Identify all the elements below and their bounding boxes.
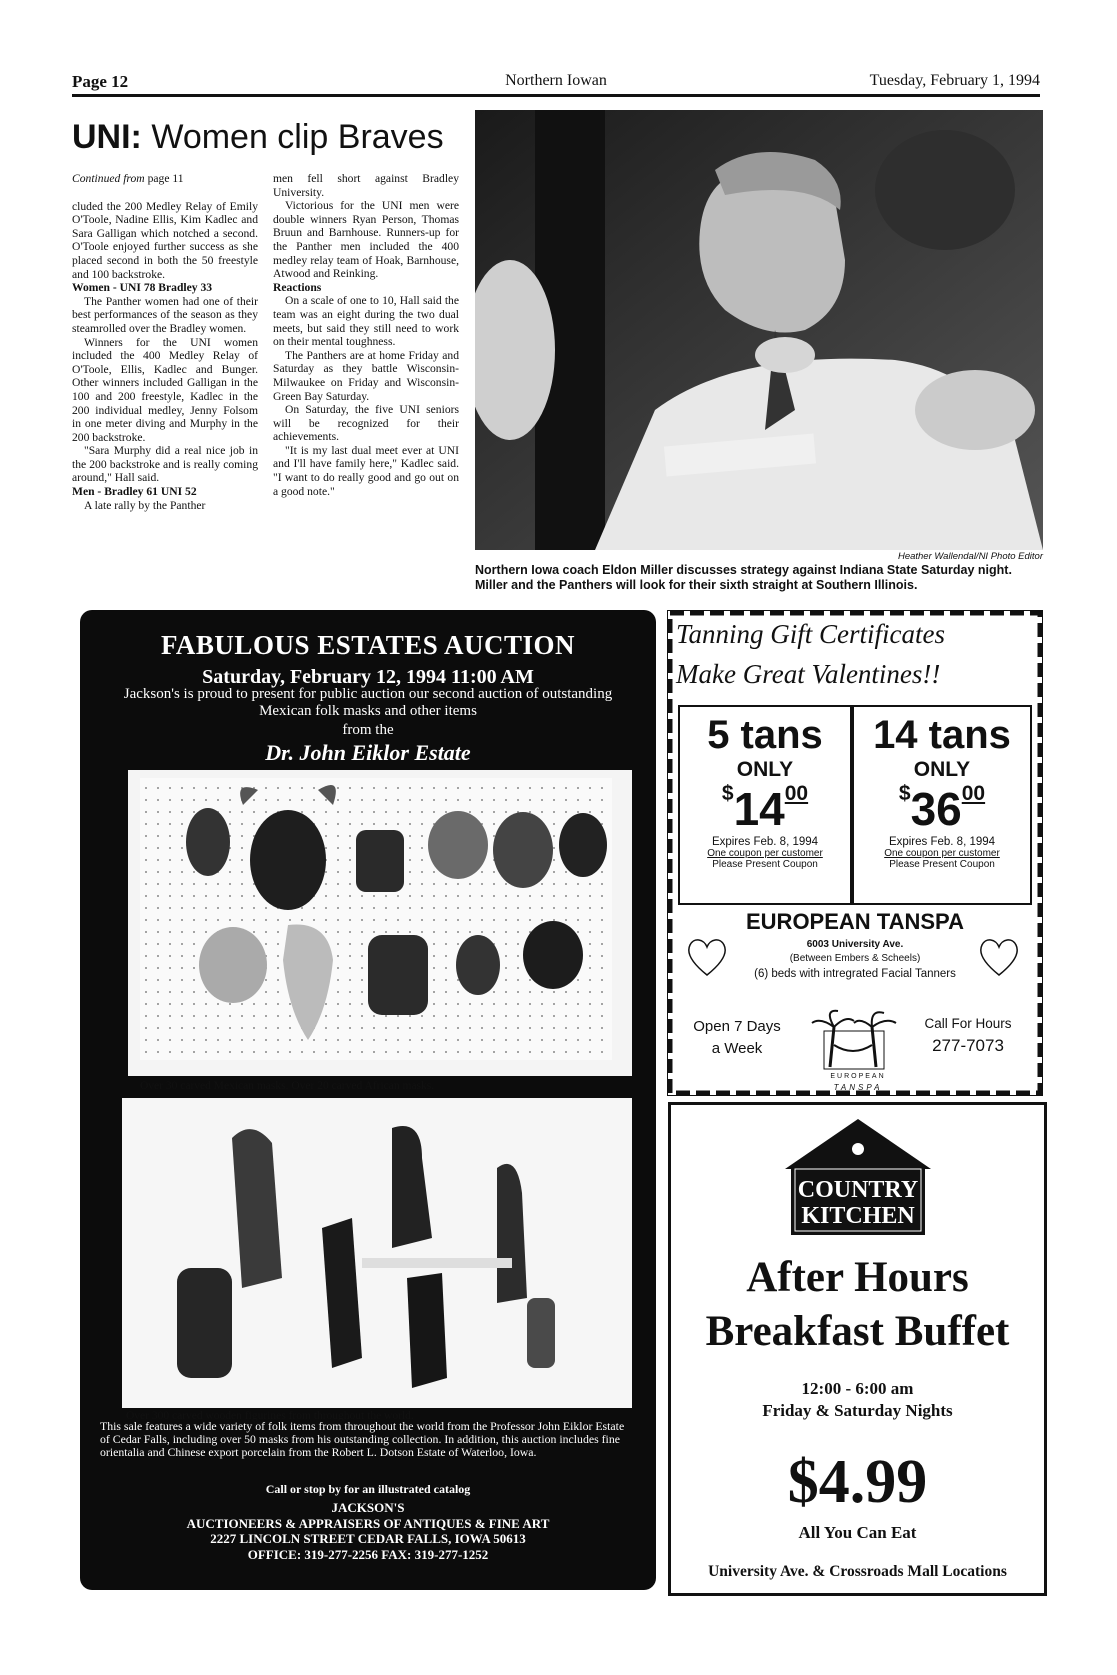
firm-line: AUCTIONEERS & APPRAISERS OF ANTIQUES & FINE ART xyxy=(186,1515,550,1531)
ck-price: $4.99 xyxy=(787,1448,928,1516)
auction-estate: Dr. John Eiklor Estate xyxy=(265,740,471,765)
offer-present: Please Present Coupon xyxy=(889,859,995,870)
offer-tans: 5 tans xyxy=(707,713,823,757)
auction-date: Saturday, February 12, 1994 11:00 AM xyxy=(202,666,534,688)
paragraph: A late rally by the Panther xyxy=(84,498,206,512)
photo-illustration xyxy=(475,110,1043,550)
auction-from: from the xyxy=(342,722,394,738)
offer-price: $3600 xyxy=(898,782,986,835)
offer-tans: 14 tans xyxy=(873,713,1011,757)
subhead: Women - UNI 78 Bradley 33 xyxy=(72,281,213,295)
paragraph: On a scale of one to 10, Hall said the team was an eight during the two dual meets, but said they still need to work on their mental toughness. xyxy=(273,294,459,349)
heart-icon xyxy=(684,935,730,979)
paragraph: "Sara Murphy did a real nice job in the 200 backstroke and is really coming around," Hall said. xyxy=(72,444,258,485)
page-number: Page 12 xyxy=(72,72,129,91)
paragraph: Victorious for the UNI men were double winners Ryan Person, Thomas Bruun and Barnhouse. Runners-up for the Panther men included the 400 medley relay team of Hoak, Barnhouse, Atwood and Reinking. xyxy=(273,199,459,281)
offer-limit: One coupon per customer xyxy=(707,848,823,859)
ck-locations: University Ave. & Crossroads Mall Locations xyxy=(708,1563,1007,1580)
firm-name: JACKSON'S xyxy=(331,1500,405,1515)
masks-caption: Over 30 carved Mexican masks. Over 20 carved African masks. xyxy=(140,1080,435,1092)
offer-limit: One coupon per customer xyxy=(884,848,1000,859)
heart-icon xyxy=(976,935,1022,979)
auction-intro: Jackson's is proud to present for public auction our second auction of outstanding Mexican folk masks and other items xyxy=(123,686,613,719)
auction-title: FABULOUS ESTATES AUCTION xyxy=(160,630,576,660)
firm-address: 2227 LINCOLN STREET CEDAR FALLS, IOWA 50613 xyxy=(210,1531,526,1546)
masks-illustration xyxy=(128,770,632,1076)
newspaper-name: Northern Iowan xyxy=(505,72,607,89)
tanning-line-1: Tanning Gift Certificates xyxy=(676,619,946,649)
headline-prefix: UNI: xyxy=(72,118,142,156)
tanspa-phone: 277-7073 xyxy=(932,1036,1004,1055)
country-kitchen-ad xyxy=(668,1102,1047,1596)
offer-only: ONLY xyxy=(913,758,971,781)
tanspa-between: (Between Embers & Scheels) xyxy=(789,953,921,964)
offer-coupon-1 xyxy=(678,705,852,905)
offer-expires: Expires Feb. 8, 1994 xyxy=(711,836,819,848)
continued-note: Continued from page 11 xyxy=(72,172,184,185)
tanspa-logo-text-1: EUROPEAN xyxy=(830,1073,886,1080)
issue-date: Tuesday, February 1, 1994 xyxy=(869,72,1040,89)
page-header xyxy=(72,68,1040,97)
figurines-caption: Over 300 carved wooden figurines from throughout the world. xyxy=(126,1410,414,1422)
tanspa-address: 6003 University Ave. xyxy=(806,939,904,950)
article-column-2 xyxy=(273,172,459,498)
subhead: Reactions xyxy=(273,280,322,294)
ck-all-you-can-eat: All You Can Eat xyxy=(798,1523,917,1542)
offer-only: ONLY xyxy=(736,758,794,781)
headline-text: Women clip Braves xyxy=(141,118,444,156)
tanspa-name: EUROPEAN TANSPA xyxy=(746,909,964,934)
auction-call: Call or stop by for an illustrated catalog xyxy=(265,1482,471,1496)
masks-photo xyxy=(128,770,632,1076)
ck-title-1: After Hours xyxy=(746,1254,969,1301)
figurines-photo xyxy=(122,1098,632,1408)
tanning-line-2: Make Great Valentines!! xyxy=(676,659,941,689)
auction-ad xyxy=(80,610,656,1590)
offer-present: Please Present Coupon xyxy=(712,859,818,870)
offer-price: $1400 xyxy=(721,782,809,835)
paragraph: The Panther women had one of their best performances of the season as they steamrolled over the Bradley women. xyxy=(72,294,258,335)
tanspa-logo-text-2: TANSPA xyxy=(833,1083,883,1092)
tanning-ad xyxy=(667,610,1043,1096)
auction-firm xyxy=(80,1500,656,1562)
palm-tree-logo-icon xyxy=(810,1007,900,1071)
paragraph: On Saturday, the five UNI seniors will be recognized for their achievements. xyxy=(273,403,459,444)
article-headline xyxy=(72,118,444,157)
ck-hours: 12:00 - 6:00 am xyxy=(801,1379,914,1398)
photo-caption: Northern Iowa coach Eldon Miller discusses strategy against Indiana State Saturday night. Miller and the Panthers will look for their sixth straight at Southern Illinois. xyxy=(475,563,1012,592)
tanspa-open: Open 7 Days a Week xyxy=(693,1018,781,1057)
paragraph: Winners for the UNI women included the 400 Medley Relay of O'Toole, Ellis, Kadlec and Bunger. Other winners included Galligan in the 100 and 200 freestyle, Kadlec in the 200 individual medley, Jenny Folsom in one meter diving and Murphy in the 200 backstroke. xyxy=(72,335,258,444)
offer-expires: Expires Feb. 8, 1994 xyxy=(888,836,996,848)
paragraph: "It is my last dual meet ever at UNI and I'll have family here," Kadlec said. "I want to do really good and go out on a good note." xyxy=(273,443,459,498)
auction-body: This sale features a wide variety of folk items from throughout the world from the Professor John Eiklor Estate of Cedar Falls, including over 50 masks from his outstanding collection. In addition, this auction includes fine orientalia and Chinese export porcelain from the Robert L. Dotson Estate of Waterloo, Iowa. xyxy=(100,1419,625,1459)
offer-coupon-2 xyxy=(852,705,1032,905)
article-column-1 xyxy=(72,172,258,512)
tanspa-call: Call For Hours xyxy=(924,1016,1012,1031)
photo-credit: Heather Wallendal/NI Photo Editor xyxy=(897,551,1043,562)
figurines-illustration xyxy=(122,1098,632,1408)
house-logo-icon xyxy=(783,1117,933,1237)
subhead: Men - Bradley 61 UNI 52 xyxy=(72,485,197,499)
country-kitchen-logo xyxy=(783,1117,933,1237)
paragraph: The Panthers are at home Friday and Saturday as they battle Wisconsin-Milwaukee on Friday and Wisconsin-Green Bay Saturday. xyxy=(273,348,459,403)
ck-nights: Friday & Saturday Nights xyxy=(762,1401,953,1420)
paragraph: cluded the 200 Medley Relay of Emily O'Toole, Nadine Ellis, Kim Kadlec and Sara Galligan which notched a second. O'Toole enjoyed further success as she placed second in both the 50 freestyle and 100 backstroke. xyxy=(72,199,258,281)
paragraph: men fell short against Bradley University. xyxy=(273,172,459,199)
ck-title-2: Breakfast Buffet xyxy=(705,1308,1010,1355)
coach-photo xyxy=(475,110,1043,550)
ck-logo-text-1: COUNTRY xyxy=(797,1177,919,1203)
firm-phones: OFFICE: 319-277-2256 FAX: 319-277-1252 xyxy=(247,1546,489,1562)
tanspa-beds: (6) beds with intregrated Facial Tanners xyxy=(754,968,956,980)
ck-logo-text-2: KITCHEN xyxy=(801,1203,915,1229)
